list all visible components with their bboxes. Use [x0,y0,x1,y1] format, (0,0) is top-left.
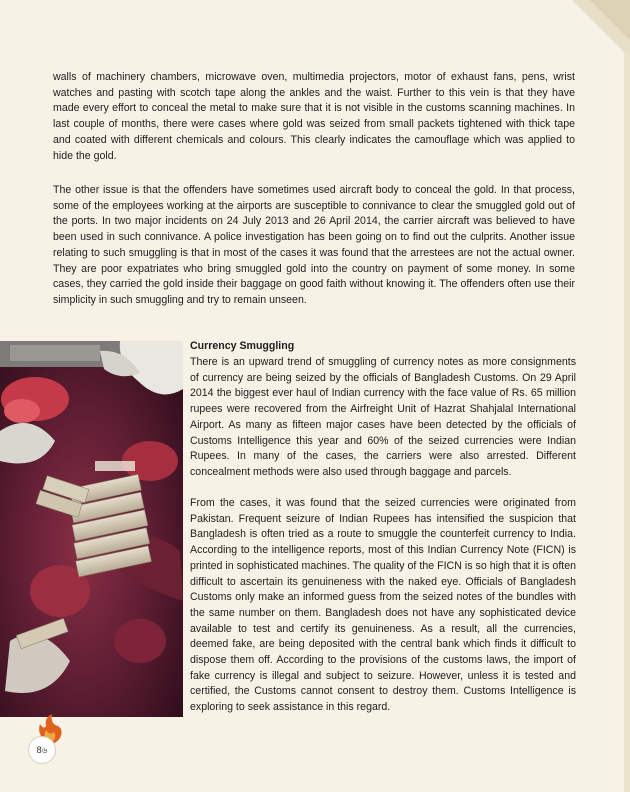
section-paragraph-2: From the cases, it was found that the seized currencies were originated from Pakistan. Frequent seizure of Indian Rupees has intensified the suspicion that Bangladesh is often tried as a route to smuggle the counterfeit currency to India. According to the intelligence reports, most of this Indian Currency Note (FICN) is printed in sophisticated machines. The quality of the FICN is so high that it is often difficult to ascertain its genuineness with the naked eye. Officials of Bangladesh Customs only make an informed guess from the seized notes of the bundles with the same number on them. Bangladesh does not have any sophisticated device available to test and certify its genuineness. As a result, all the currencies, deemed fake, are being deposited with the central bank which finds it difficult to dispose them off. According to the provisions of the customs laws, the import of fake currency is illegal and subject to seizure. However, unless it is tested and certified, the Customs cannot consent to destroy them. Customs Intelligence is exploring to seek assistance in this regard. [190,497,576,714]
seized-currency-photo-illustration [0,341,183,717]
page-corner-fold-inner [590,0,630,40]
body-paragraph-1: walls of machinery chambers, microwave oven, multimedia projectors, motor of exhaust fans, pens, wrist watches and pasting with scotch tape along the ankles and the waist. Further to this vein is that they have made every effort to conceal the metal to make sure that it is not visible in the customs scanning machines. In last couple of months, there were cases where gold was seized from small packets tightened with thick tape and coated with different chemicals and colours. This clearly indicates the camouflage which was applied to hide the gold. [53,71,575,162]
section-paragraph-1: There is an upward trend of smuggling of currency notes as more consignments of currency are being seized by the officials of Bangladesh Customs. On 29 April 2014 the biggest ever haul of Indian currency with the face value of Rs. 65 million rupees were recovered from the Airfreight Unit of Hazrat Shahjalal International Airport. As many as fifteen major cases have been detected by the officials of Customs Intelligence this year and 60% of the seized currencies were Indian Rupees. In many of the cases, the carriers were also arrested. Different concealment methods were also used through baggage and parcels. [190,356,576,478]
seized-currency-photo [0,341,183,717]
page-number: 8৬ [28,736,56,764]
page-edge [624,0,630,792]
section-heading: Currency Smuggling [190,340,295,352]
body-paragraph-2: The other issue is that the offenders have sometimes used aircraft body to conceal the gold. In that process, some of the employees working at the airports are susceptible to connivance to clear the smuggled gold out of the ports. In two major incidents on 24 July 2013 and 26 April 2014, the carrier aircraft was believed to have been used in such connivance. A police investigation has been going on to find out the culprits. Another issue relating to such smuggling is that in most of the cases it was found that the arrestees are not the actual owner. They are poor expatriates who bring smuggled gold into the country on payment of some money. In some cases, they carried the gold inside their baggage on good faith without knowing it. The offenders often use their simplicity in such smuggling and try to remain unseen. [53,184,575,306]
